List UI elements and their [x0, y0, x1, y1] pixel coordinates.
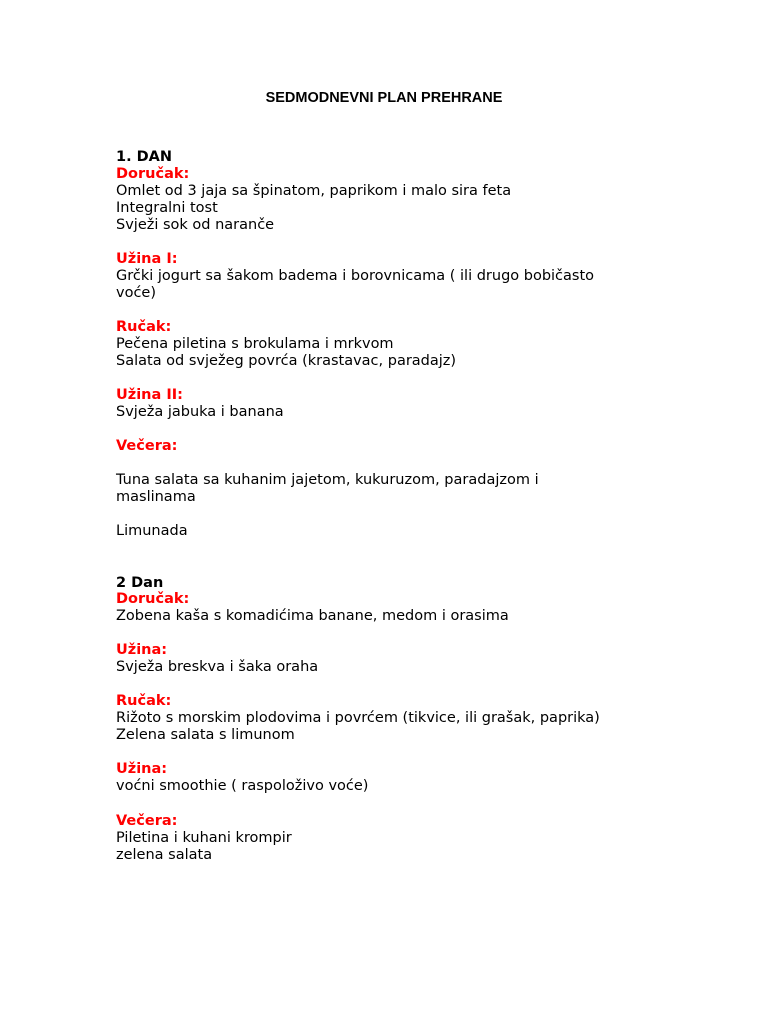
- page-title: SEDMODNEVNI PLAN PREHRANE: [265, 90, 503, 106]
- day2-snack1-label: Užina:: [116, 642, 168, 658]
- day1-dinner-item: maslinama: [116, 489, 196, 505]
- day2-lunch-item: Rižoto s morskim plodovima i povrćem (tikvice, ili grašak, paprika): [116, 710, 600, 726]
- day1-heading: 1. DAN: [116, 149, 173, 165]
- day1-breakfast-item: Svježi sok od naranče: [116, 217, 275, 233]
- day1-lunch-label: Ručak:: [116, 319, 172, 335]
- day2-dinner-item: Piletina i kuhani krompir: [116, 830, 292, 846]
- day2-breakfast-label: Doručak:: [116, 591, 190, 607]
- day1-lunch-item: Pečena piletina s brokulama i mrkvom: [116, 336, 394, 352]
- day2-heading: 2 Dan: [116, 575, 164, 591]
- day1-dinner-label: Večera:: [116, 438, 178, 454]
- day1-lunch-item: Salata od svježeg povrća (krastavac, paradajz): [116, 353, 457, 369]
- day2-breakfast-item: Zobena kaša s komadićima banane, medom i orasima: [116, 608, 509, 624]
- day1-snack2-label: Užina II:: [116, 387, 183, 403]
- day2-snack2-label: Užina:: [116, 761, 168, 777]
- day1-dinner-item: Tuna salata sa kuhanim jajetom, kukuruzom, paradajzom i: [116, 472, 539, 488]
- day1-breakfast-item: Omlet od 3 jaja sa špinatom, paprikom i malo sira feta: [116, 183, 512, 199]
- day1-snack1-item: voće): [116, 285, 157, 301]
- day2-snack2-item: voćni smoothie ( raspoloživo voće): [116, 778, 369, 794]
- day1-snack2-item: Svježa jabuka i banana: [116, 404, 284, 420]
- day2-dinner-label: Večera:: [116, 813, 178, 829]
- day1-breakfast-item: Integralni tost: [116, 200, 218, 216]
- day1-snack1-item: Grčki jogurt sa šakom badema i borovnicama ( ili drugo bobičasto: [116, 268, 595, 284]
- day2-dinner-item: zelena salata: [116, 847, 213, 863]
- day1-snack1-label: Užina I:: [116, 251, 178, 267]
- day2-lunch-label: Ručak:: [116, 693, 172, 709]
- day1-drink: Limunada: [116, 523, 188, 539]
- day1-breakfast-label: Doručak:: [116, 166, 190, 182]
- day2-snack1-item: Svježa breskva i šaka oraha: [116, 659, 319, 675]
- day2-lunch-item: Zelena salata s limunom: [116, 727, 295, 743]
